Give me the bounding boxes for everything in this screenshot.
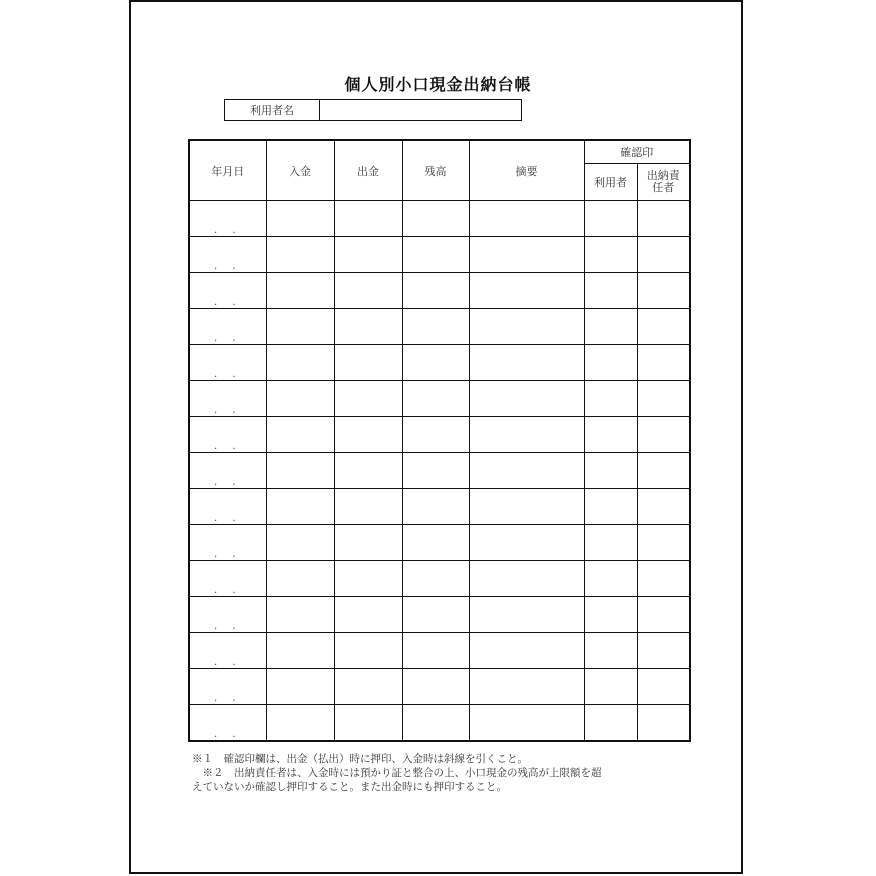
confirm-officer-cell[interactable]	[637, 237, 690, 273]
date-cell[interactable]	[189, 561, 266, 597]
withdrawal-cell[interactable]	[334, 273, 402, 309]
table-row	[189, 705, 690, 742]
deposit-cell[interactable]	[266, 237, 334, 273]
date-cell[interactable]	[189, 237, 266, 273]
summary-cell[interactable]	[469, 381, 584, 417]
table-row	[189, 345, 690, 381]
date-cell[interactable]	[189, 381, 266, 417]
note-2-line-2: えていないか確認し押印すること。また出金時にも押印すること。	[192, 781, 507, 793]
balance-cell[interactable]	[402, 237, 469, 273]
confirm-officer-cell[interactable]	[637, 705, 690, 742]
date-placeholder: . .	[213, 441, 242, 452]
confirm-user-cell[interactable]	[584, 633, 637, 669]
confirm-user-cell[interactable]	[584, 417, 637, 453]
summary-cell[interactable]	[469, 453, 584, 489]
balance-cell[interactable]	[402, 309, 469, 345]
header-date: 年月日	[189, 140, 266, 201]
table-row	[189, 201, 690, 237]
withdrawal-cell[interactable]	[334, 201, 402, 237]
balance-cell[interactable]	[402, 273, 469, 309]
confirm-user-cell[interactable]	[584, 489, 637, 525]
deposit-cell[interactable]	[266, 417, 334, 453]
confirm-officer-cell[interactable]	[637, 561, 690, 597]
date-cell[interactable]	[189, 417, 266, 453]
confirm-officer-cell[interactable]	[637, 417, 690, 453]
balance-cell[interactable]	[402, 705, 469, 742]
deposit-cell[interactable]	[266, 309, 334, 345]
confirm-user-cell[interactable]	[584, 273, 637, 309]
date-placeholder: . .	[213, 693, 242, 704]
deposit-cell[interactable]	[266, 201, 334, 237]
balance-cell[interactable]	[402, 417, 469, 453]
deposit-cell[interactable]	[266, 345, 334, 381]
withdrawal-cell[interactable]	[334, 453, 402, 489]
note-2-line-1: ※２ 出納責任者は、入金時には預かり証と整合の上、小口現金の残高が上限額を超	[192, 767, 602, 779]
confirm-user-cell[interactable]	[584, 237, 637, 273]
page-title: 個人別小口現金出納台帳	[344, 75, 532, 94]
summary-cell[interactable]	[469, 489, 584, 525]
balance-cell[interactable]	[402, 597, 469, 633]
date-cell[interactable]	[189, 273, 266, 309]
header-confirm-user: 利用者	[584, 164, 637, 201]
confirm-user-cell[interactable]	[584, 561, 637, 597]
date-placeholder: . .	[213, 333, 242, 344]
confirm-officer-cell[interactable]	[637, 453, 690, 489]
date-cell[interactable]	[189, 597, 266, 633]
table-row	[189, 525, 690, 561]
confirm-officer-cell[interactable]	[637, 525, 690, 561]
deposit-cell[interactable]	[266, 525, 334, 561]
date-cell[interactable]	[189, 489, 266, 525]
balance-cell[interactable]	[402, 525, 469, 561]
header-deposit: 入金	[266, 140, 334, 201]
date-placeholder: . .	[213, 549, 242, 560]
confirm-user-cell[interactable]	[584, 453, 637, 489]
withdrawal-cell[interactable]	[334, 489, 402, 525]
date-cell[interactable]	[189, 633, 266, 669]
deposit-cell[interactable]	[266, 489, 334, 525]
withdrawal-cell[interactable]	[334, 597, 402, 633]
deposit-cell[interactable]	[266, 381, 334, 417]
user-name-label: 利用者名	[225, 100, 320, 120]
balance-cell[interactable]	[402, 201, 469, 237]
user-name-field[interactable]	[320, 100, 521, 120]
confirm-officer-cell[interactable]	[637, 201, 690, 237]
confirm-officer-cell[interactable]	[637, 273, 690, 309]
deposit-cell[interactable]	[266, 453, 334, 489]
table-row	[189, 237, 690, 273]
deposit-cell[interactable]	[266, 561, 334, 597]
summary-cell[interactable]	[469, 237, 584, 273]
table-row	[189, 309, 690, 345]
summary-cell[interactable]	[469, 669, 584, 705]
summary-cell[interactable]	[469, 705, 584, 742]
table-row	[189, 489, 690, 525]
balance-cell[interactable]	[402, 381, 469, 417]
deposit-cell[interactable]	[266, 597, 334, 633]
confirm-user-cell[interactable]	[584, 705, 637, 742]
note-1: ※１ 確認印欄は、出金（払出）時に押印、入金時は斜線を引くこと。	[192, 753, 528, 765]
notes	[192, 752, 692, 794]
withdrawal-cell[interactable]	[334, 525, 402, 561]
confirm-user-cell[interactable]	[584, 345, 637, 381]
confirm-officer-cell[interactable]	[637, 669, 690, 705]
confirm-user-cell[interactable]	[584, 669, 637, 705]
header-confirm-officer-label: 出納責任者	[646, 169, 680, 194]
date-cell[interactable]	[189, 345, 266, 381]
withdrawal-cell[interactable]	[334, 561, 402, 597]
confirm-officer-cell[interactable]	[637, 633, 690, 669]
date-placeholder: . .	[213, 225, 242, 236]
table-row	[189, 561, 690, 597]
withdrawal-cell[interactable]	[334, 237, 402, 273]
table-row	[189, 633, 690, 669]
table-row	[189, 597, 690, 633]
confirm-officer-cell[interactable]	[637, 489, 690, 525]
withdrawal-cell[interactable]	[334, 669, 402, 705]
confirm-user-cell[interactable]	[584, 309, 637, 345]
withdrawal-cell[interactable]	[334, 309, 402, 345]
ledger-body	[189, 201, 690, 742]
withdrawal-cell[interactable]	[334, 381, 402, 417]
confirm-officer-cell[interactable]	[637, 597, 690, 633]
table-row	[189, 669, 690, 705]
date-cell[interactable]	[189, 309, 266, 345]
summary-cell[interactable]	[469, 417, 584, 453]
date-placeholder: . .	[213, 297, 242, 308]
header-confirm-officer	[637, 164, 690, 201]
confirm-user-cell[interactable]	[584, 381, 637, 417]
balance-cell[interactable]	[402, 453, 469, 489]
confirm-user-cell[interactable]	[584, 597, 637, 633]
date-cell[interactable]	[189, 201, 266, 237]
summary-cell[interactable]	[469, 561, 584, 597]
summary-cell[interactable]	[469, 273, 584, 309]
ledger-sheet	[129, 0, 743, 874]
table-row	[189, 273, 690, 309]
confirm-user-cell[interactable]	[584, 525, 637, 561]
summary-cell[interactable]	[469, 597, 584, 633]
header-withdrawal: 出金	[334, 140, 402, 201]
withdrawal-cell[interactable]	[334, 417, 402, 453]
user-name-box	[224, 99, 522, 121]
table-row	[189, 417, 690, 453]
date-placeholder: . .	[213, 261, 242, 272]
confirm-officer-cell[interactable]	[637, 309, 690, 345]
summary-cell[interactable]	[469, 525, 584, 561]
header-confirm-seal: 確認印	[584, 140, 690, 164]
date-placeholder: . .	[213, 585, 242, 596]
deposit-cell[interactable]	[266, 273, 334, 309]
date-placeholder: . .	[213, 729, 242, 740]
date-placeholder: . .	[213, 477, 242, 488]
balance-cell[interactable]	[402, 633, 469, 669]
date-cell[interactable]	[189, 705, 266, 742]
balance-cell[interactable]	[402, 489, 469, 525]
date-placeholder: . .	[213, 369, 242, 380]
table-row	[189, 381, 690, 417]
balance-cell[interactable]	[402, 669, 469, 705]
date-cell[interactable]	[189, 453, 266, 489]
balance-cell[interactable]	[402, 561, 469, 597]
withdrawal-cell[interactable]	[334, 633, 402, 669]
date-placeholder: . .	[213, 513, 242, 524]
confirm-officer-cell[interactable]	[637, 381, 690, 417]
date-cell[interactable]	[189, 525, 266, 561]
summary-cell[interactable]	[469, 345, 584, 381]
summary-cell[interactable]	[469, 309, 584, 345]
header-summary: 摘要	[469, 140, 584, 201]
deposit-cell[interactable]	[266, 669, 334, 705]
cash-ledger-table	[188, 139, 691, 742]
header-balance: 残高	[402, 140, 469, 201]
confirm-user-cell[interactable]	[584, 201, 637, 237]
deposit-cell[interactable]	[266, 633, 334, 669]
date-placeholder: . .	[213, 621, 242, 632]
table-row	[189, 453, 690, 489]
withdrawal-cell[interactable]	[334, 345, 402, 381]
deposit-cell[interactable]	[266, 705, 334, 742]
date-placeholder: . .	[213, 405, 242, 416]
withdrawal-cell[interactable]	[334, 705, 402, 742]
confirm-officer-cell[interactable]	[637, 345, 690, 381]
date-cell[interactable]	[189, 669, 266, 705]
summary-cell[interactable]	[469, 633, 584, 669]
summary-cell[interactable]	[469, 201, 584, 237]
balance-cell[interactable]	[402, 345, 469, 381]
date-placeholder: . .	[213, 657, 242, 668]
